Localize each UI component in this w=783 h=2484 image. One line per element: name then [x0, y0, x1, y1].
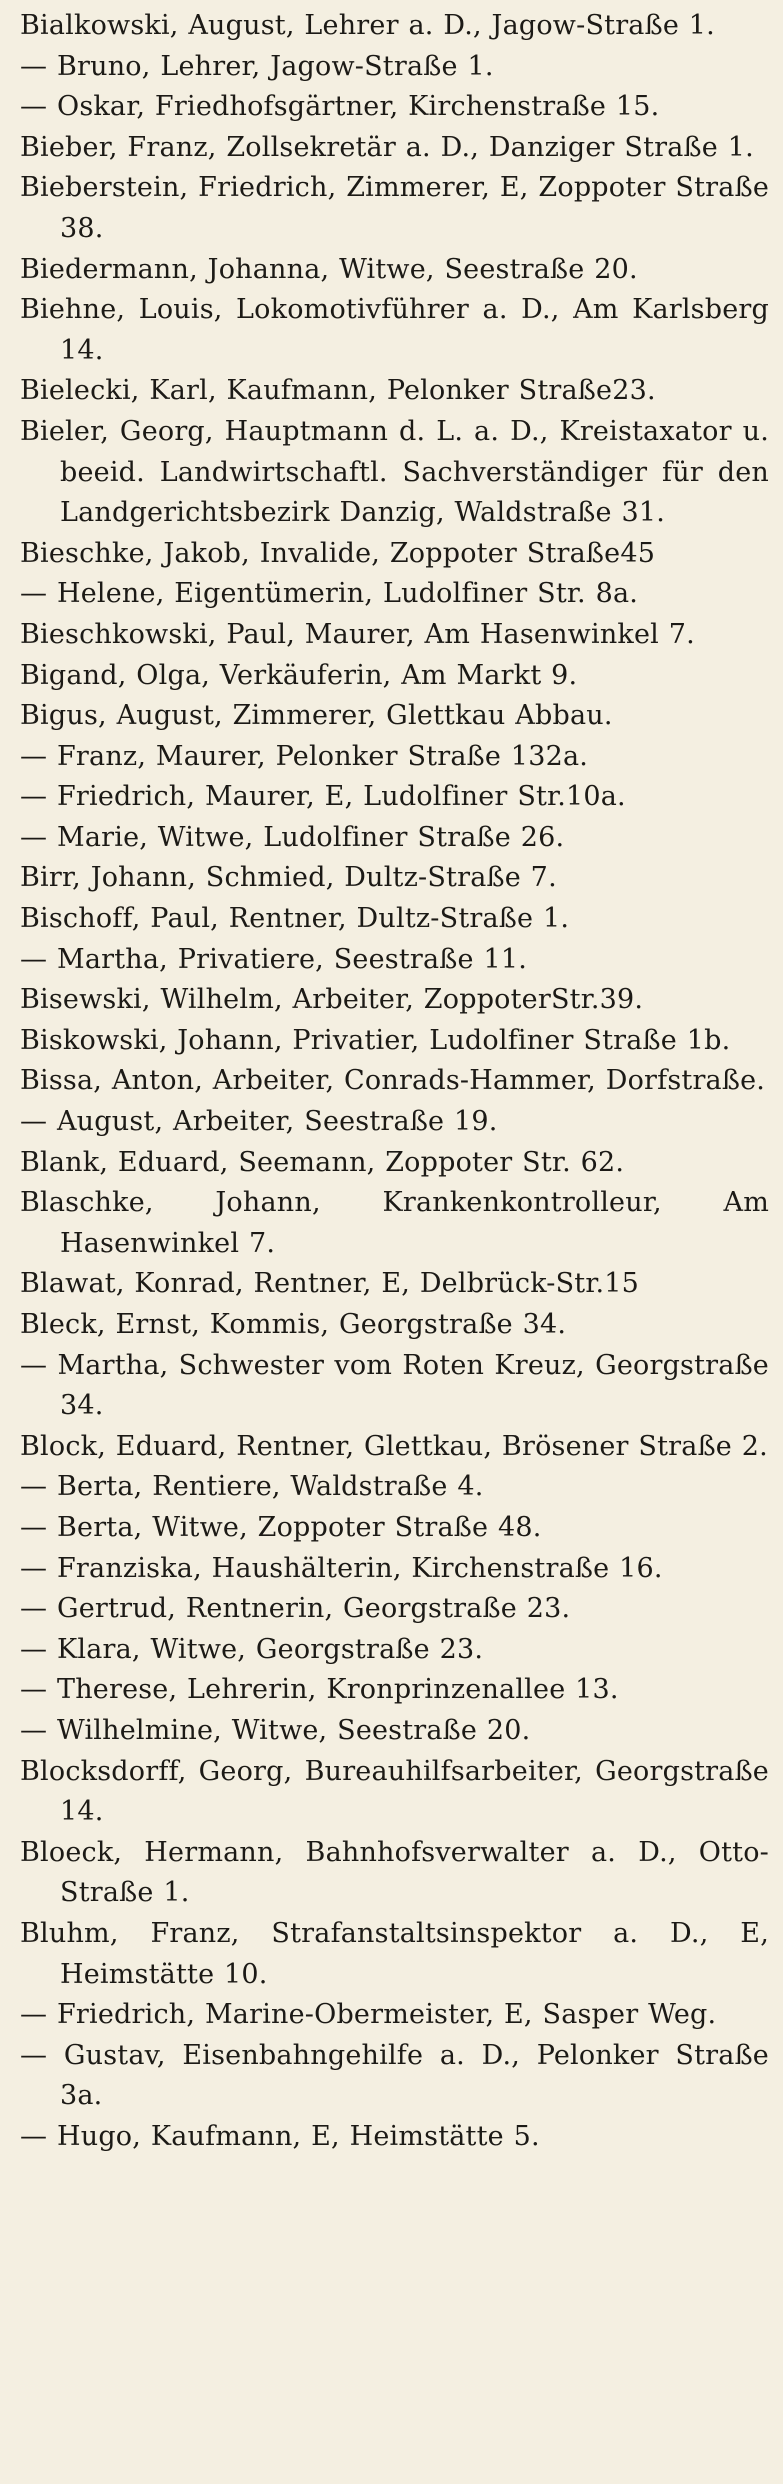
directory-entry: — Oskar, Friedhofsgärtner, Kirchenstraße 15. [20, 91, 660, 123]
directory-entry: Birr, Johann, Schmied, Dultz-Straße 7. [20, 862, 557, 894]
directory-entry: Bigus, August, Zimmerer, Glettkau Abbau. [20, 700, 613, 732]
directory-entry: — Marie, Witwe, Ludolfiner Straße 26. [20, 821, 565, 853]
directory-entry: Bissa, Anton, Arbeiter, Conrads-Hammer, Dorfstraße. [20, 1065, 766, 1097]
directory-entry: Bischoff, Paul, Rentner, Dultz-Straße 1. [20, 903, 570, 935]
directory-entry: Bielecki, Karl, Kaufmann, Pelonker Straße23. [20, 375, 656, 407]
directory-entry: — Helene, Eigentümerin, Ludolfiner Str. 8a. [20, 578, 639, 610]
directory-entry: — Friedrich, Marine-Obermeister, E, Sasper Weg. [20, 1999, 717, 2031]
directory-entry: Bieler, Georg, Hauptmann d. L. a. D., Kreistaxator u. beeid. Landwirtschaftl. Sachverständiger für den Landgerichtsbezirk Danzig, Waldstraße 31. [20, 415, 769, 529]
directory-entry: Bieber, Franz, Zollsekretär a. D., Danziger Straße 1. [20, 131, 754, 163]
directory-entry: — Bruno, Lehrer, Jagow-Straße 1. [20, 50, 494, 82]
directory-entry: — Franz, Maurer, Pelonker Straße 132a. [20, 740, 589, 772]
directory-entry: Blank, Eduard, Seemann, Zoppoter Str. 62. [20, 1146, 625, 1178]
directory-entry: — Friedrich, Maurer, E, Ludolfiner Str.10a. [20, 781, 626, 813]
directory-entry: Biedermann, Johanna, Witwe, Seestraße 20. [20, 253, 638, 285]
directory-entry: Blaschke, Johann, Krankenkontrolleur, Am Hasenwinkel 7. [20, 1187, 769, 1259]
directory-entry: Blawat, Konrad, Rentner, E, Delbrück-Str.15 [20, 1268, 640, 1300]
directory-entry: — Hugo, Kaufmann, E, Heimstätte 5. [20, 2120, 540, 2152]
directory-entry: Bieschke, Jakob, Invalide, Zoppoter Straße45 [20, 537, 656, 569]
directory-entry: Biskowski, Johann, Privatier, Ludolfiner Straße 1b. [20, 1024, 731, 1056]
directory-entry: Bialkowski, August, Lehrer a. D., Jagow-Straße 1. [20, 10, 715, 41]
directory-entry: Block, Eduard, Rentner, Glettkau, Brösener Straße 2. [20, 1430, 768, 1462]
directory-entry: Bieschkowski, Paul, Maurer, Am Hasenwinkel 7. [20, 618, 695, 650]
directory-entry: Bleck, Ernst, Kommis, Georgstraße 34. [20, 1309, 567, 1340]
directory-entry: Bigand, Olga, Verkäuferin, Am Markt 9. [20, 659, 578, 691]
directory-entry: — Martha, Privatiere, Seestraße 11. [20, 943, 528, 975]
directory-entry: — August, Arbeiter, Seestraße 19. [20, 1106, 498, 1138]
directory-entry: Bloeck, Hermann, Bahnhofsverwalter a. D., Otto-Straße 1. [20, 1836, 769, 1909]
directory-entry: Bisewski, Wilhelm, Arbeiter, ZoppoterStr.39. [20, 984, 644, 1016]
directory-entry: — Wilhelmine, Witwe, Seestraße 20. [20, 1714, 531, 1746]
directory-entry: Bluhm, Franz, Strafanstaltsinspektor a. D., E, Heimstätte 10. [20, 1917, 769, 1990]
directory-entry: — Berta, Witwe, Zoppoter Straße 48. [20, 1511, 542, 1543]
directory-entry: — Gertrud, Rentnerin, Georgstraße 23. [20, 1593, 571, 1625]
directory-entry: — Martha, Schwester vom Roten Kreuz, Georgstraße 34. [20, 1349, 769, 1422]
directory-entry: — Franziska, Haushälterin, Kirchenstraße 16. [20, 1552, 663, 1584]
directory-entry: Bieberstein, Friedrich, Zimmerer, E, Zoppoter Straße 38. [20, 172, 769, 244]
directory-entry: Biehne, Louis, Lokomotivführer a. D., Am Karlsberg 14. [20, 294, 769, 366]
directory-entry: — Klara, Witwe, Georgstraße 23. [20, 1633, 484, 1665]
directory-entry: — Gustav, Eisenbahngehilfe a. D., Pelonker Straße 3a. [20, 2039, 769, 2112]
directory-entry: — Berta, Rentiere, Waldstraße 4. [20, 1471, 484, 1503]
directory-entry: Blocksdorff, Georg, Bureauhilfsarbeiter, Georgstraße 14. [20, 1755, 769, 1828]
directory-entry: — Therese, Lehrerin, Kronprinzenallee 13. [20, 1674, 619, 1706]
